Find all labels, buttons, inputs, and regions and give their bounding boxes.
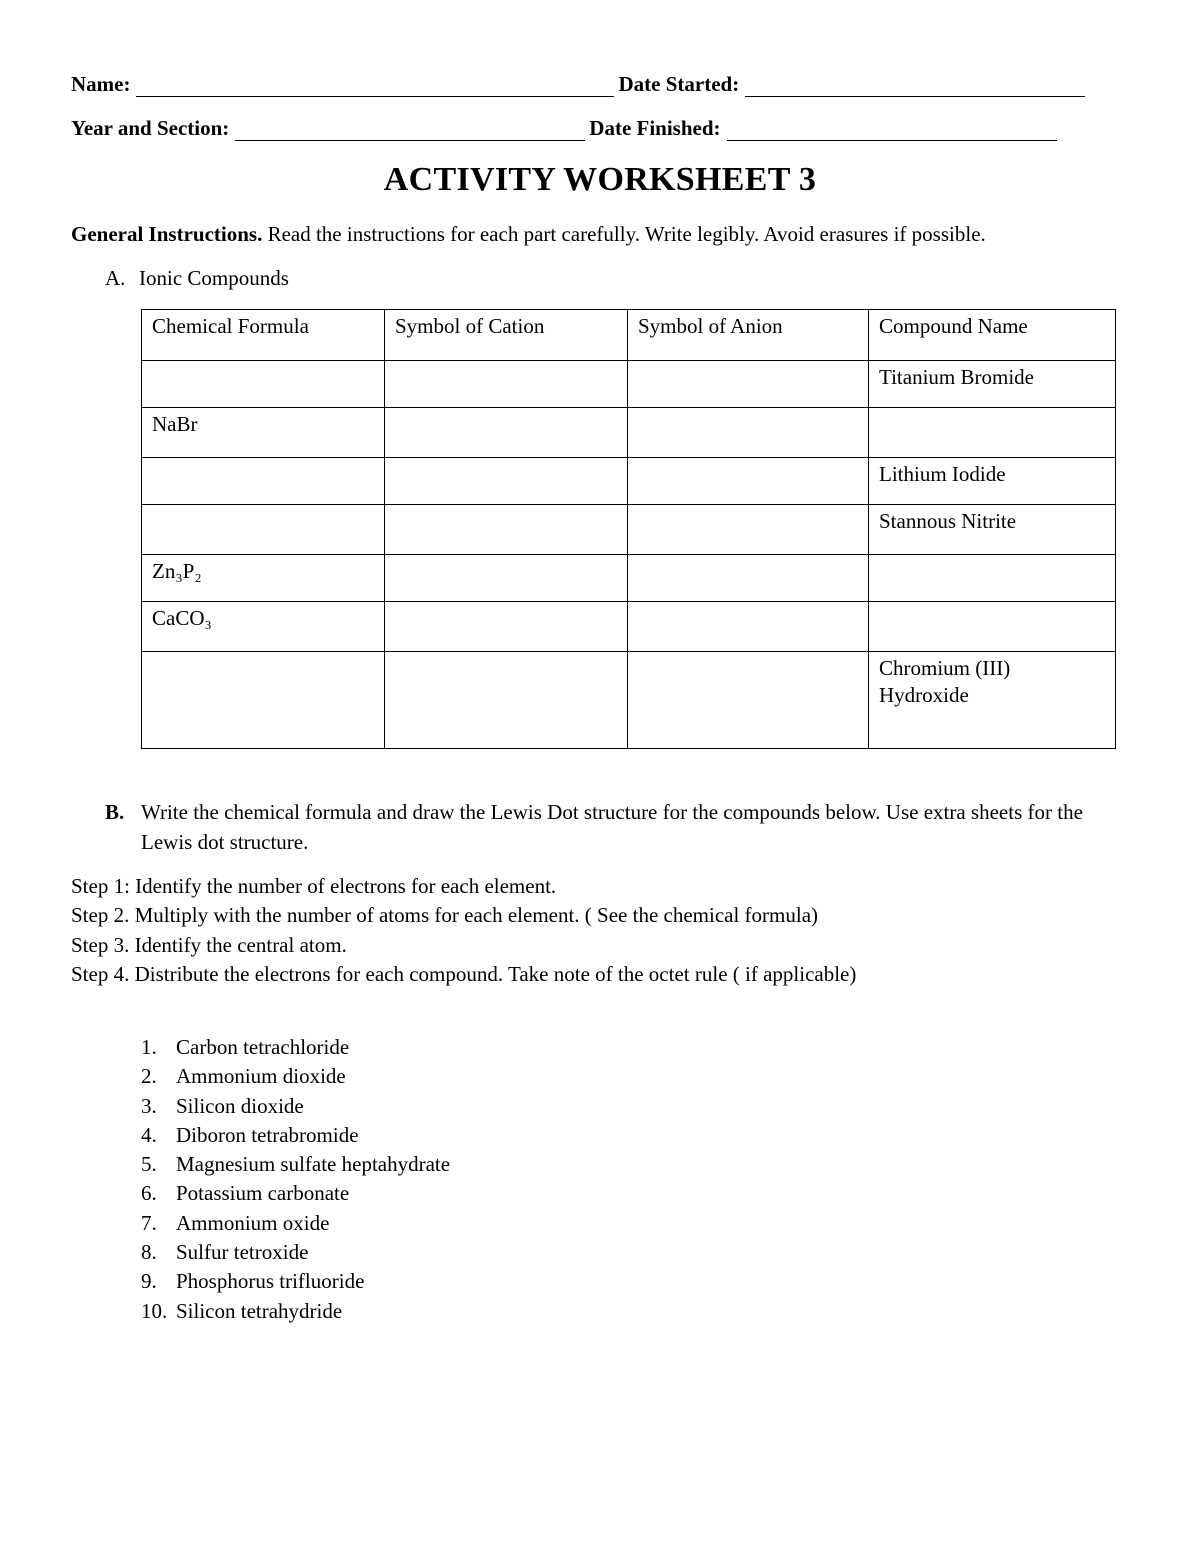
anion-cell[interactable] <box>628 458 869 505</box>
anion-cell[interactable] <box>628 361 869 408</box>
list-item <box>141 1062 450 1091</box>
item-number: 8. <box>141 1240 157 1265</box>
cation-cell[interactable] <box>385 408 628 458</box>
item-number: 9. <box>141 1269 157 1294</box>
list-item <box>141 1092 450 1121</box>
anion-cell[interactable] <box>628 408 869 458</box>
cation-cell[interactable] <box>385 361 628 408</box>
list-item <box>141 1267 450 1296</box>
item-name: Sulfur tetroxide <box>176 1240 309 1265</box>
cation-cell[interactable] <box>385 602 628 652</box>
section-a-marker: A. <box>105 266 126 290</box>
item-name: Magnesium sulfate heptahydrate <box>176 1152 451 1177</box>
instructions-heading: General Instructions. <box>71 222 263 246</box>
section-a-title: Ionic Compounds <box>139 266 289 290</box>
column-header: Symbol of Cation <box>385 310 628 361</box>
step-item: Step 2. Multiply with the number of atoms for each element. ( See the chemical formula) <box>71 903 819 928</box>
item-number: 10. <box>141 1298 168 1323</box>
list-item <box>141 1179 450 1208</box>
anion-cell[interactable] <box>628 505 869 555</box>
table-row <box>142 458 1116 505</box>
name-label: Name: <box>71 72 131 96</box>
step-item: Step 4. Distribute the electrons for each compound. Take note of the octet rule ( if applicable) <box>71 962 857 987</box>
item-number: 2. <box>141 1064 157 1089</box>
column-header: Chemical Formula <box>142 310 385 361</box>
formula-cell[interactable]: NaBr <box>142 408 385 458</box>
compound-name-cell[interactable] <box>869 555 1116 602</box>
step-item: Step 1: Identify the number of electrons for each element. <box>71 874 557 898</box>
compound-name-cell[interactable]: Chromium (III) Hydroxide <box>869 652 1116 749</box>
section-b-marker: B. <box>105 800 125 824</box>
year-section-field[interactable] <box>235 120 585 141</box>
formula-cell[interactable]: Zn₃P₂ <box>142 555 385 602</box>
table-row <box>142 505 1116 555</box>
cation-cell[interactable] <box>385 652 628 749</box>
date-finished-field[interactable] <box>727 120 1057 141</box>
steps-list <box>71 872 856 990</box>
item-name: Diboron tetrabromide <box>176 1122 359 1147</box>
list-item <box>141 1209 450 1238</box>
ionic-compounds-table <box>141 309 1116 749</box>
header-row-2 <box>71 116 1061 141</box>
item-number: 4. <box>141 1122 157 1147</box>
table-row <box>142 361 1116 408</box>
list-item <box>141 1238 450 1267</box>
item-name: Ammonium oxide <box>176 1210 330 1235</box>
table-header-row <box>142 310 1116 361</box>
anion-cell[interactable] <box>628 555 869 602</box>
list-item <box>141 1297 450 1326</box>
list-item <box>141 1150 450 1179</box>
item-name: Phosphorus trifluoride <box>176 1269 365 1294</box>
year-section-label: Year and Section: <box>71 116 230 140</box>
table-row <box>142 555 1116 602</box>
item-number: 3. <box>141 1093 157 1118</box>
list-item <box>141 1121 450 1150</box>
item-number: 7. <box>141 1210 157 1235</box>
instructions-text: Read the instructions for each part carefully. Write legibly. Avoid erasures if possible. <box>262 222 986 246</box>
name-field[interactable] <box>136 76 614 97</box>
header-row-1 <box>71 72 1089 97</box>
formula-cell[interactable] <box>142 652 385 749</box>
item-name: Carbon tetrachloride <box>176 1035 350 1059</box>
section-a-heading <box>105 266 289 291</box>
cation-cell[interactable] <box>385 555 628 602</box>
table-row <box>142 652 1116 749</box>
anion-cell[interactable] <box>628 652 869 749</box>
compound-name-cell[interactable]: Lithium Iodide <box>869 458 1116 505</box>
general-instructions <box>71 222 986 247</box>
list-item <box>141 1033 450 1062</box>
date-finished-label: Date Finished: <box>589 116 721 140</box>
column-header: Compound Name <box>869 310 1116 361</box>
item-name: Potassium carbonate <box>176 1181 350 1206</box>
section-b-text: Write the chemical formula and draw the Lewis Dot structure for the compounds below. Use extra sheets for the Lewis dot structure. <box>141 800 1083 854</box>
item-name: Ammonium dioxide <box>176 1064 346 1089</box>
item-number: 5. <box>141 1152 157 1177</box>
formula-cell[interactable] <box>142 458 385 505</box>
table-row <box>142 408 1116 458</box>
cation-cell[interactable] <box>385 458 628 505</box>
compound-name-cell[interactable]: Titanium Bromide <box>869 361 1116 408</box>
step-item: Step 3. Identify the central atom. <box>71 932 347 957</box>
section-b-instructions <box>105 797 1085 857</box>
formula-cell[interactable] <box>142 505 385 555</box>
worksheet-title: ACTIVITY WORKSHEET 3 <box>383 161 817 198</box>
column-header: Symbol of Anion <box>628 310 869 361</box>
date-started-field[interactable] <box>745 76 1085 97</box>
formula-cell[interactable]: CaCO₃ <box>142 602 385 652</box>
item-name: Silicon dioxide <box>176 1093 304 1118</box>
table-row <box>142 602 1116 652</box>
compound-name-cell[interactable] <box>869 602 1116 652</box>
compound-name-cell[interactable]: Stannous Nitrite <box>869 505 1116 555</box>
anion-cell[interactable] <box>628 602 869 652</box>
cation-cell[interactable] <box>385 505 628 555</box>
date-started-label: Date Started: <box>618 72 740 96</box>
formula-cell[interactable] <box>142 361 385 408</box>
compound-name-cell[interactable] <box>869 408 1116 458</box>
compounds-list <box>141 1033 450 1326</box>
item-name: Silicon tetrahydride <box>176 1298 343 1323</box>
item-number: 6. <box>141 1181 157 1206</box>
item-number: 1. <box>141 1035 157 1059</box>
